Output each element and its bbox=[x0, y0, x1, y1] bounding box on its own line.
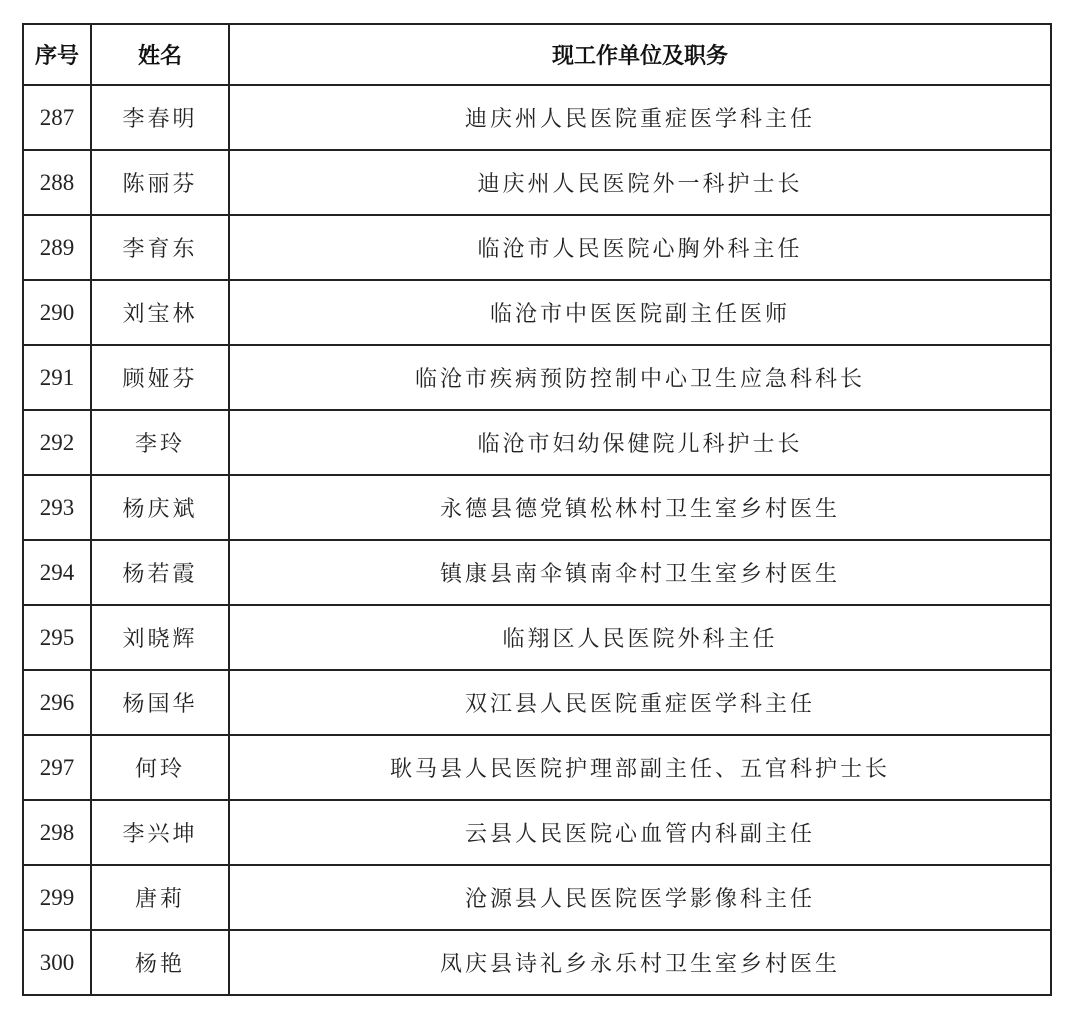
table-body bbox=[23, 85, 1051, 995]
header-workplace-position: 现工作单位及职务 bbox=[229, 24, 1051, 85]
name-cell: 杨艳 bbox=[91, 930, 229, 995]
table-row bbox=[23, 930, 1051, 995]
table-row bbox=[23, 605, 1051, 670]
name-cell: 李兴坤 bbox=[91, 800, 229, 865]
header-serial-number: 序号 bbox=[23, 24, 91, 85]
name-cell: 何玲 bbox=[91, 735, 229, 800]
serial-number-cell: 294 bbox=[23, 540, 91, 605]
workplace-cell: 耿马县人民医院护理部副主任、五官科护士长 bbox=[229, 735, 1051, 800]
table-row bbox=[23, 865, 1051, 930]
workplace-cell: 迪庆州人民医院外一科护士长 bbox=[229, 150, 1051, 215]
serial-number-cell: 292 bbox=[23, 410, 91, 475]
serial-number-cell: 298 bbox=[23, 800, 91, 865]
name-cell: 刘宝林 bbox=[91, 280, 229, 345]
name-cell: 李育东 bbox=[91, 215, 229, 280]
table-row bbox=[23, 670, 1051, 735]
workplace-cell: 迪庆州人民医院重症医学科主任 bbox=[229, 85, 1051, 150]
table-row bbox=[23, 345, 1051, 410]
table-row bbox=[23, 280, 1051, 345]
name-cell: 陈丽芬 bbox=[91, 150, 229, 215]
name-cell: 杨庆斌 bbox=[91, 475, 229, 540]
serial-number-cell: 300 bbox=[23, 930, 91, 995]
serial-number-cell: 287 bbox=[23, 85, 91, 150]
serial-number-cell: 299 bbox=[23, 865, 91, 930]
header-row bbox=[23, 24, 1051, 85]
serial-number-cell: 289 bbox=[23, 215, 91, 280]
table-row bbox=[23, 475, 1051, 540]
serial-number-cell: 288 bbox=[23, 150, 91, 215]
serial-number-cell: 293 bbox=[23, 475, 91, 540]
name-cell: 唐莉 bbox=[91, 865, 229, 930]
workplace-cell: 沧源县人民医院医学影像科主任 bbox=[229, 865, 1051, 930]
serial-number-cell: 295 bbox=[23, 605, 91, 670]
workplace-cell: 临沧市人民医院心胸外科主任 bbox=[229, 215, 1051, 280]
name-cell: 李春明 bbox=[91, 85, 229, 150]
table-row bbox=[23, 735, 1051, 800]
workplace-cell: 双江县人民医院重症医学科主任 bbox=[229, 670, 1051, 735]
serial-number-cell: 291 bbox=[23, 345, 91, 410]
workplace-cell: 临沧市中医医院副主任医师 bbox=[229, 280, 1051, 345]
roster-table bbox=[22, 23, 1052, 996]
name-cell: 刘晓辉 bbox=[91, 605, 229, 670]
serial-number-cell: 297 bbox=[23, 735, 91, 800]
workplace-cell: 临翔区人民医院外科主任 bbox=[229, 605, 1051, 670]
name-cell: 杨国华 bbox=[91, 670, 229, 735]
workplace-cell: 云县人民医院心血管内科副主任 bbox=[229, 800, 1051, 865]
table-row bbox=[23, 85, 1051, 150]
table-row bbox=[23, 540, 1051, 605]
workplace-cell: 临沧市疾病预防控制中心卫生应急科科长 bbox=[229, 345, 1051, 410]
header-name: 姓名 bbox=[91, 24, 229, 85]
name-cell: 顾娅芬 bbox=[91, 345, 229, 410]
serial-number-cell: 290 bbox=[23, 280, 91, 345]
workplace-cell: 凤庆县诗礼乡永乐村卫生室乡村医生 bbox=[229, 930, 1051, 995]
table-row bbox=[23, 150, 1051, 215]
workplace-cell: 临沧市妇幼保健院儿科护士长 bbox=[229, 410, 1051, 475]
table-row bbox=[23, 800, 1051, 865]
name-cell: 李玲 bbox=[91, 410, 229, 475]
workplace-cell: 永德县德党镇松林村卫生室乡村医生 bbox=[229, 475, 1051, 540]
workplace-cell: 镇康县南伞镇南伞村卫生室乡村医生 bbox=[229, 540, 1051, 605]
table-row bbox=[23, 215, 1051, 280]
table-header bbox=[23, 24, 1051, 85]
roster-table-container bbox=[22, 23, 1050, 996]
name-cell: 杨若霞 bbox=[91, 540, 229, 605]
serial-number-cell: 296 bbox=[23, 670, 91, 735]
table-row bbox=[23, 410, 1051, 475]
